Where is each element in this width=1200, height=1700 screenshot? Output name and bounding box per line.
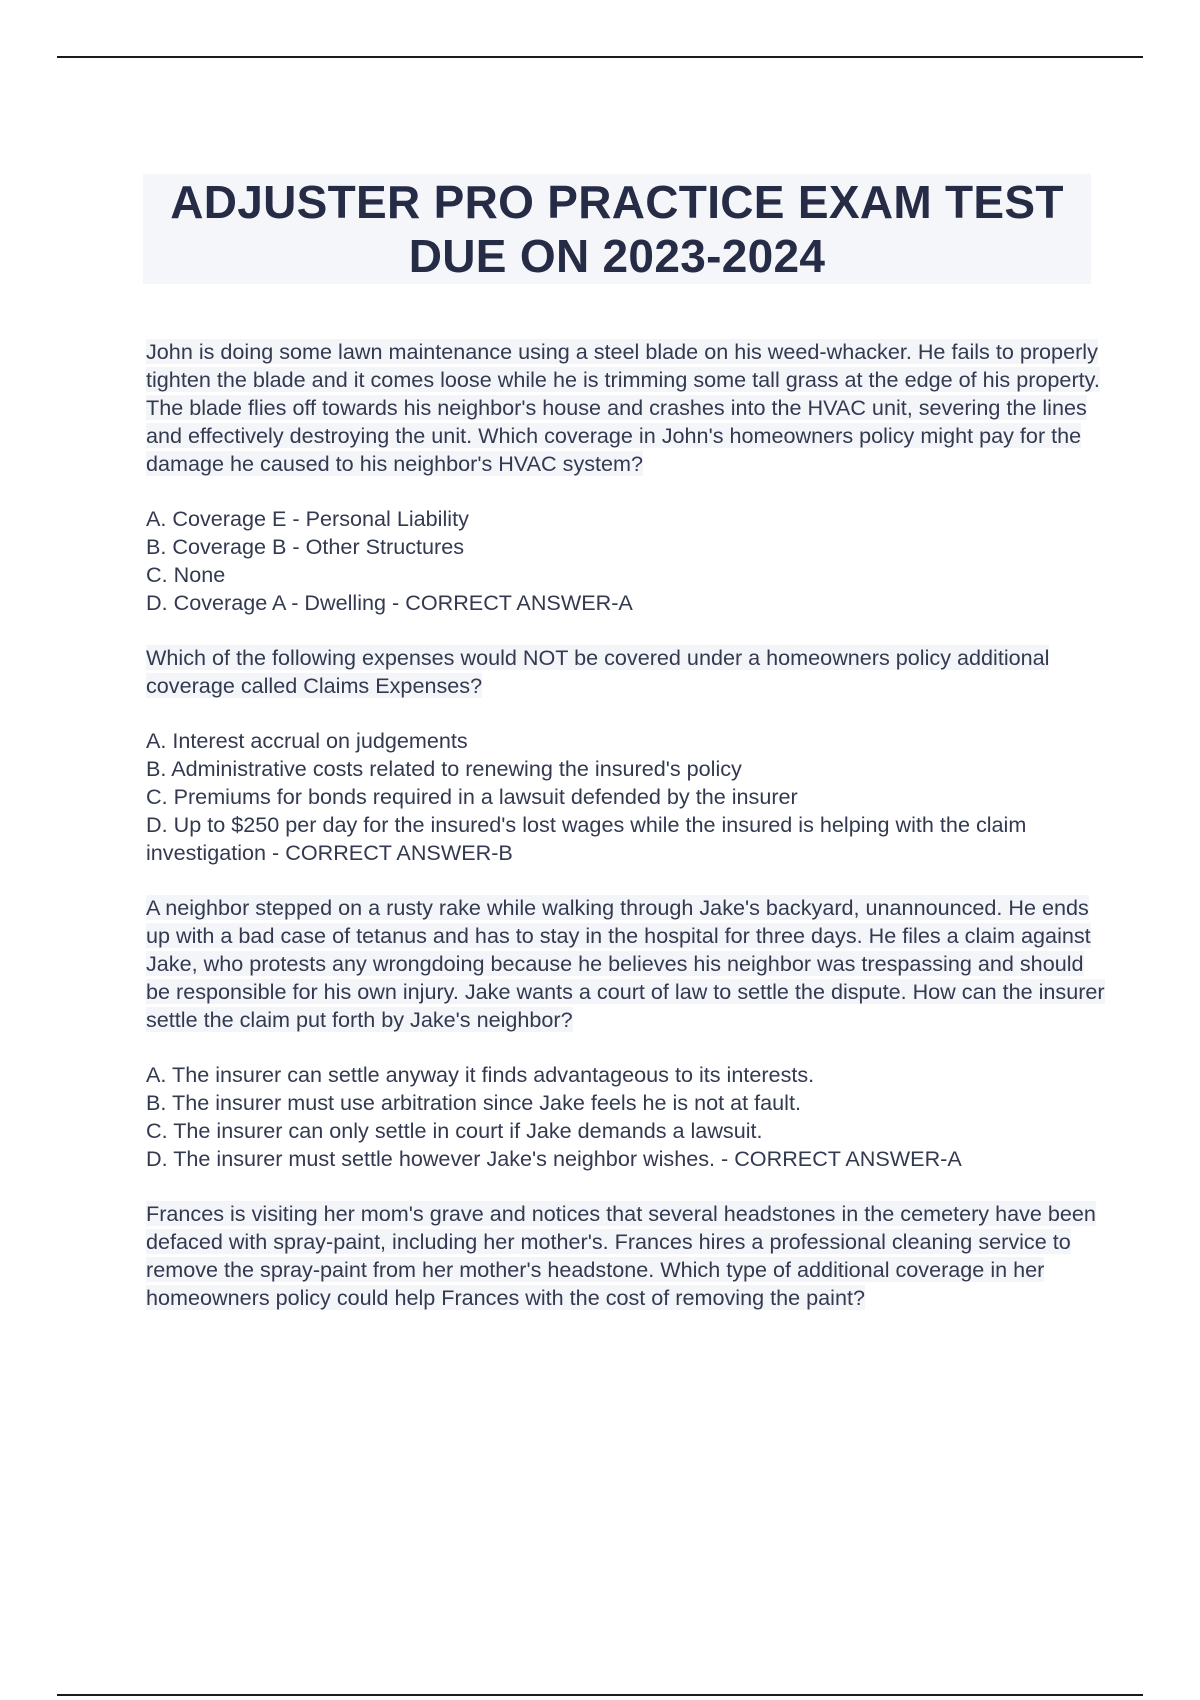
option-a: A. Interest accrual on judgements [146, 728, 468, 753]
option-c: C. Premiums for bonds required in a lawsuit defended by the insurer [146, 784, 798, 809]
question-text: Which of the following expenses would NOT be covered under a homeowners policy additional coverage called Claims Expenses? [146, 645, 1050, 698]
question-3 [146, 894, 1106, 1034]
option-b: B. Coverage B - Other Structures [146, 534, 465, 559]
title-line-2: DUE ON 2023-2024 [408, 230, 826, 282]
option-b: B. The insurer must use arbitration since Jake feels he is not at fault. [146, 1090, 801, 1115]
question-1-options [146, 505, 1106, 617]
option-a: A. Coverage E - Personal Liability [146, 506, 469, 531]
option-a: A. The insurer can settle anyway it finds advantageous to its interests. [146, 1062, 815, 1087]
option-d: D. Coverage A - Dwelling - CORRECT ANSWER-A [146, 590, 633, 615]
question-list [146, 338, 1106, 1339]
option-d: D. The insurer must settle however Jake's neighbor wishes. - CORRECT ANSWER-A [146, 1146, 962, 1171]
bottom-divider [57, 1694, 1143, 1696]
question-3-options [146, 1061, 1106, 1173]
option-c: C. None [146, 562, 226, 587]
top-divider [57, 56, 1143, 58]
question-2 [146, 644, 1106, 700]
question-text: Frances is visiting her mom's grave and notices that several headstones in the cemetery have been defaced with spray-paint, including her mother's. Frances hires a professional cleaning service to remove the spray-paint from her mother's headstone. Which type of additional coverage in her homeowners policy could help Frances with the cost of removing the paint? [146, 1201, 1096, 1310]
question-text: A neighbor stepped on a rusty rake while walking through Jake's backyard, unannounced. He ends up with a bad case of tetanus and has to stay in the hospital for three days. He files a claim against Jake, who protests any wrongdoing because he believes his neighbor was trespassing and should be responsible for his own injury. Jake wants a court of law to settle the dispute. How can the insurer settle the claim put forth by Jake's neighbor? [146, 895, 1105, 1032]
title-line-1: ADJUSTER PRO PRACTICE EXAM TEST [170, 176, 1064, 228]
document-title [143, 174, 1091, 284]
question-2-options [146, 727, 1106, 867]
question-text: John is doing some lawn maintenance using a steel blade on his weed-whacker. He fails to properly tighten the blade and it comes loose while he is trimming some tall grass at the edge of his property. The blade flies off towards his neighbor's house and crashes into the HVAC unit, severing the lines and effectively destroying the unit. Which coverage in John's homeowners policy might pay for the damage he caused to his neighbor's HVAC system? [146, 339, 1100, 476]
question-1 [146, 338, 1106, 478]
question-4 [146, 1200, 1106, 1312]
option-d: D. Up to $250 per day for the insured's lost wages while the insured is helping with the claim investigation - CORRECT ANSWER-B [146, 812, 1027, 865]
option-c: C. The insurer can only settle in court if Jake demands a lawsuit. [146, 1118, 763, 1143]
option-b: B. Administrative costs related to renewing the insured's policy [146, 756, 742, 781]
